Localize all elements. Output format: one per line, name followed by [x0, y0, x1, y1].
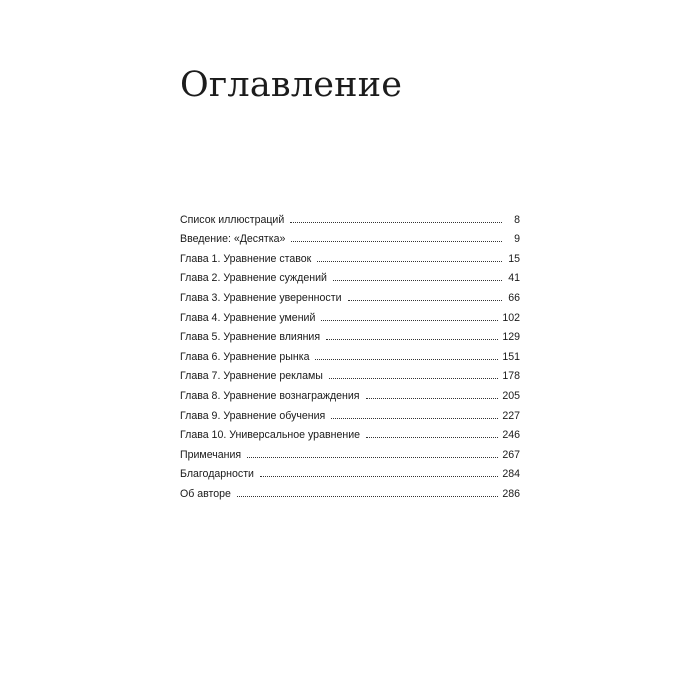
toc-entry-page-number: 102 — [502, 311, 520, 324]
toc-entry-page-number: 227 — [502, 409, 520, 422]
toc-entry-page-number: 129 — [502, 331, 520, 344]
dot-leader — [315, 359, 498, 360]
toc-entry — [180, 343, 520, 363]
toc-entry-page-number: 178 — [502, 370, 520, 383]
toc-entry-label: Примечания — [180, 448, 242, 461]
toc-entry-page-number: 66 — [508, 291, 520, 304]
toc-entry — [180, 206, 520, 226]
dot-leader — [321, 320, 498, 321]
toc-entry-label: Глава 1. Уравнение ставок — [180, 252, 312, 265]
toc-entry-label: Глава 6. Уравнение рынка — [180, 350, 310, 363]
dot-leader — [260, 476, 498, 477]
dot-leader — [326, 339, 498, 340]
toc-entry — [180, 304, 520, 324]
toc-entry — [180, 245, 520, 265]
dot-leader — [366, 437, 498, 438]
dot-leader — [291, 241, 502, 242]
toc-entry-page-number: 8 — [514, 213, 520, 226]
dot-leader — [331, 418, 498, 419]
toc-entry-page-number: 9 — [514, 233, 520, 246]
dot-leader — [366, 398, 499, 399]
toc-entry-page-number: 151 — [502, 350, 520, 363]
toc-entry — [180, 363, 520, 383]
dot-leader — [237, 496, 498, 497]
toc-entry — [180, 402, 520, 422]
toc-entry-label: Введение: «Десятка» — [180, 233, 286, 246]
table-of-contents — [180, 206, 520, 500]
toc-entry — [180, 226, 520, 246]
dot-leader — [333, 280, 502, 281]
toc-entry-label: Список иллюстраций — [180, 213, 285, 226]
toc-entry — [180, 382, 520, 402]
dot-leader — [317, 261, 502, 262]
toc-entry-page-number: 246 — [502, 429, 520, 442]
dot-leader — [290, 222, 502, 223]
toc-entry-label: Глава 7. Уравнение рекламы — [180, 370, 323, 383]
dot-leader — [348, 300, 503, 301]
dot-leader — [247, 457, 498, 458]
toc-entry-label: Глава 2. Уравнение суждений — [180, 272, 327, 285]
toc-entry-page-number: 284 — [502, 468, 520, 481]
dot-leader — [329, 378, 498, 379]
toc-entry — [180, 265, 520, 285]
toc-entry-page-number: 286 — [502, 487, 520, 500]
toc-entry-label: Благодарности — [180, 468, 254, 481]
toc-entry-page-number: 15 — [508, 252, 520, 265]
toc-entry-label: Глава 10. Универсальное уравнение — [180, 429, 360, 442]
toc-entry — [180, 324, 520, 344]
toc-entry — [180, 284, 520, 304]
toc-entry-page-number: 41 — [508, 272, 520, 285]
toc-entry-page-number: 267 — [502, 448, 520, 461]
toc-entry — [180, 441, 520, 461]
toc-entry — [180, 480, 520, 500]
toc-entry-label: Об авторе — [180, 487, 231, 500]
toc-entry — [180, 422, 520, 442]
toc-entry — [180, 461, 520, 481]
toc-entry-label: Глава 5. Уравнение влияния — [180, 331, 321, 344]
toc-entry-label: Глава 3. Уравнение уверенности — [180, 291, 342, 304]
toc-entry-page-number: 205 — [502, 389, 520, 402]
toc-entry-label: Глава 9. Уравнение обучения — [180, 409, 326, 422]
toc-entry-label: Глава 4. Уравнение умений — [180, 311, 316, 324]
page-title: Оглавление — [180, 65, 403, 105]
toc-entry-label: Глава 8. Уравнение вознаграждения — [180, 389, 360, 402]
